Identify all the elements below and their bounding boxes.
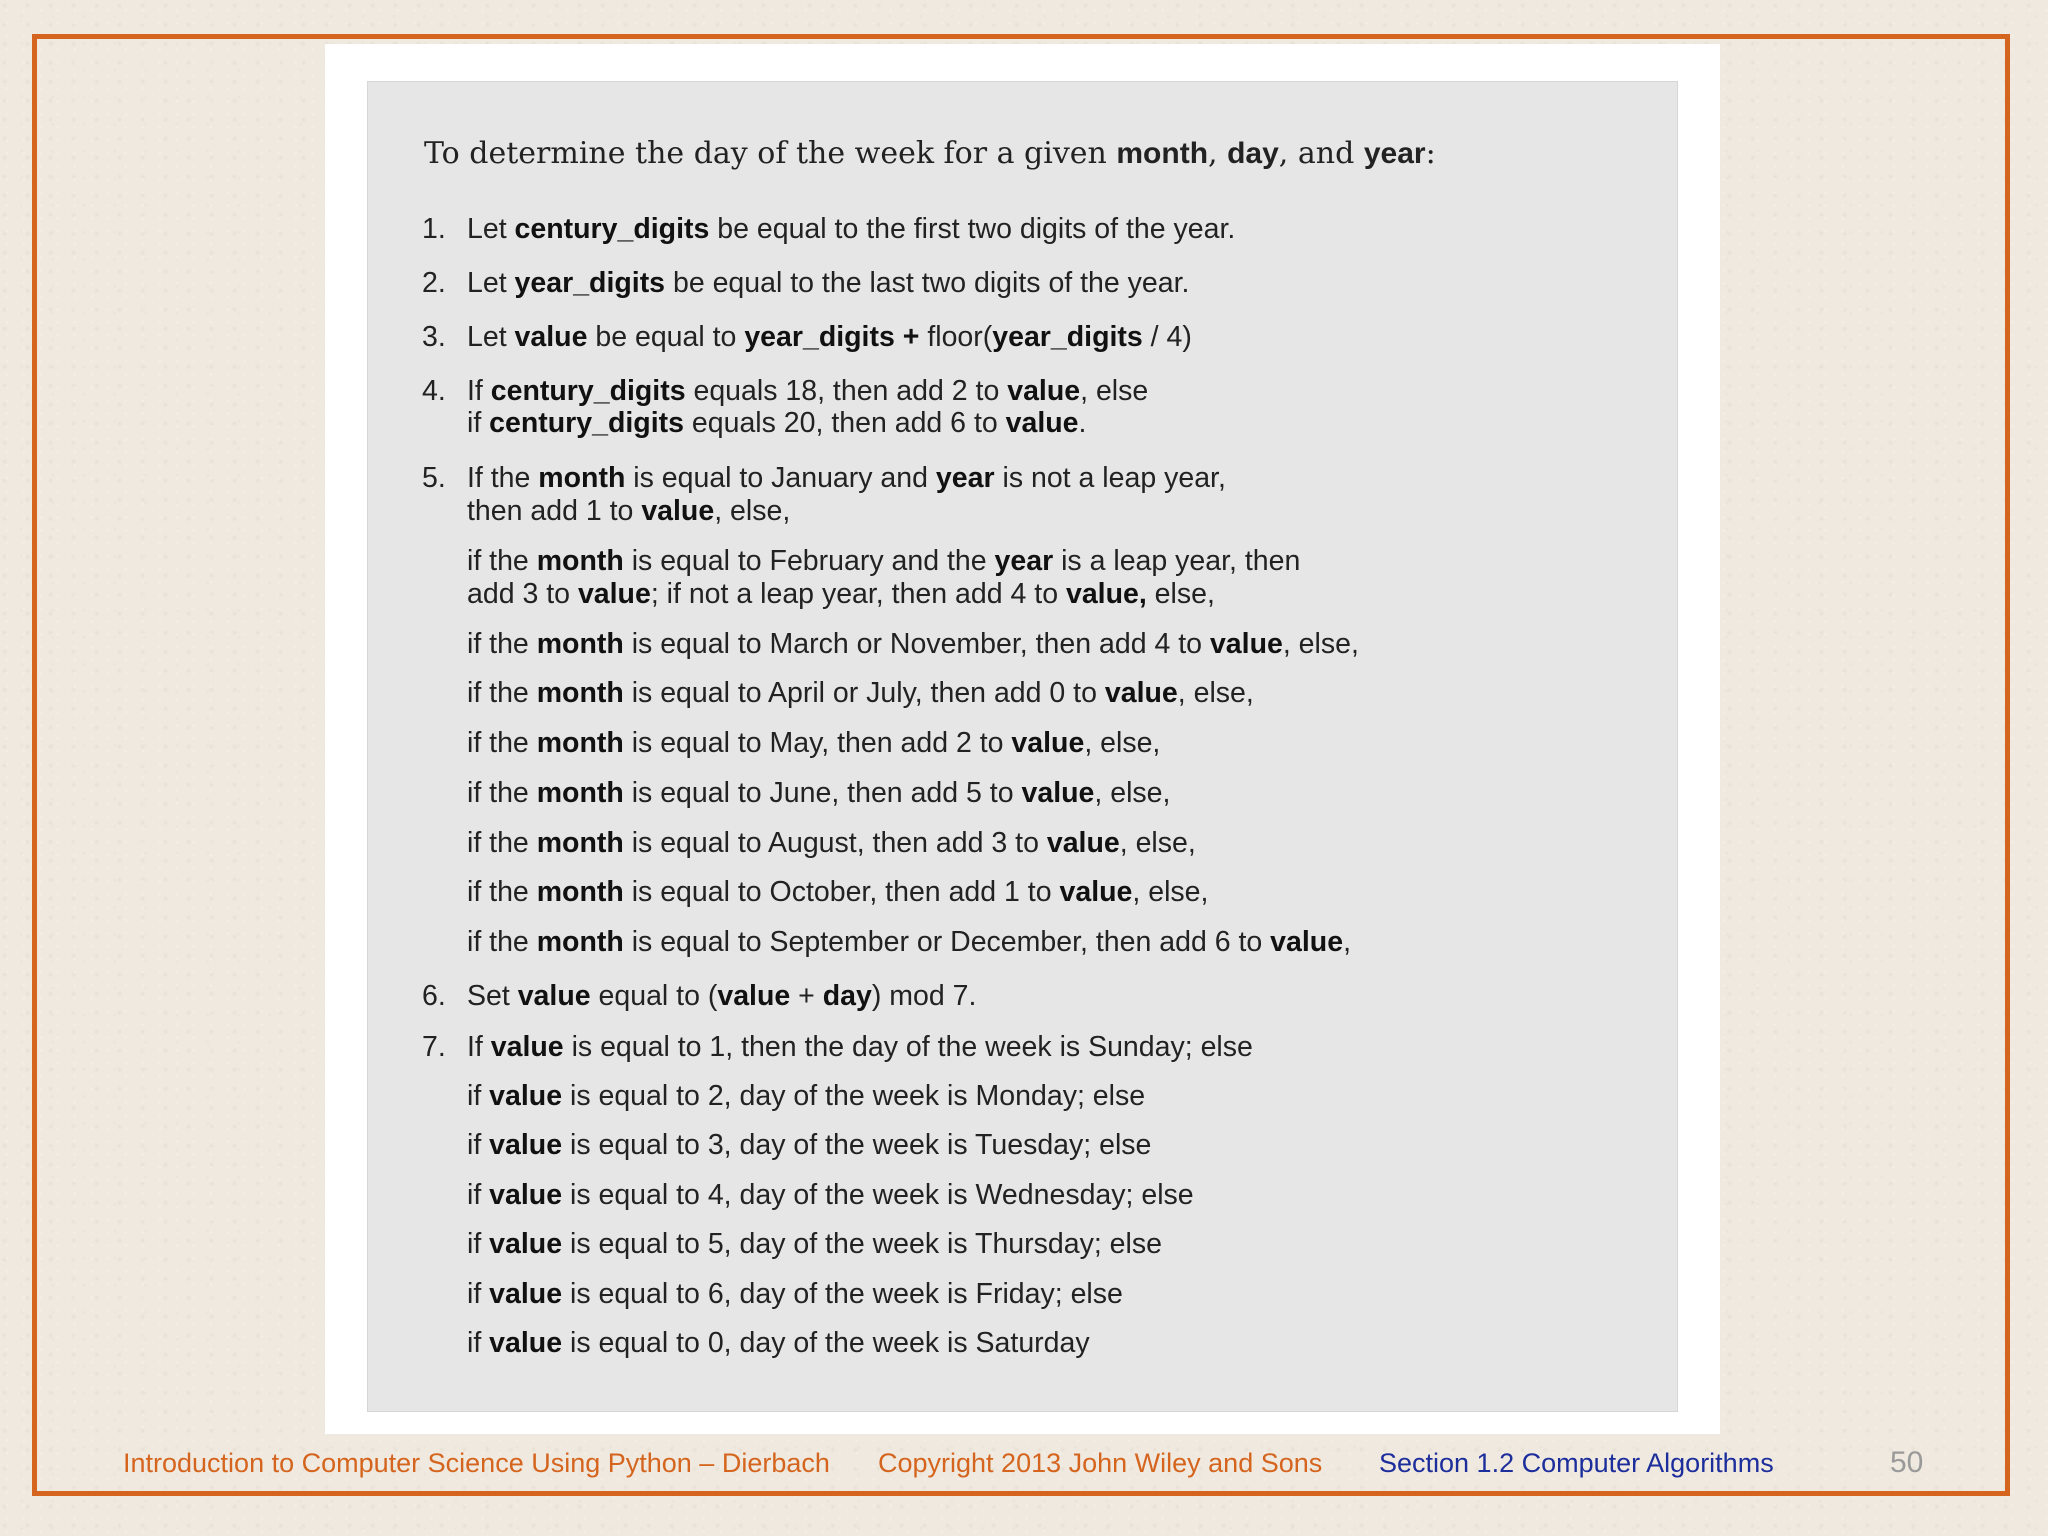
- variable-name: value: [1007, 375, 1081, 407]
- step-number: 5.: [422, 462, 446, 494]
- footer-book-title: Introduction to Computer Science Using Python – Dierbach: [123, 1448, 830, 1478]
- step-text: , else,: [1177, 677, 1254, 709]
- algorithm-intro: [424, 136, 1436, 171]
- variable-name: year_digits: [992, 321, 1143, 353]
- step-text: Set: [467, 980, 518, 1012]
- variable-name: value: [1011, 727, 1085, 759]
- variable-name: value: [489, 1278, 563, 1310]
- variable-name: value: [1209, 628, 1283, 660]
- step-text: if the: [467, 727, 537, 759]
- step-number: 1.: [422, 213, 446, 245]
- step-number: 4.: [422, 375, 446, 407]
- step-5-line-4: [467, 578, 1215, 611]
- step-text: else,: [1146, 578, 1215, 610]
- step-5-line-7: [467, 727, 1160, 760]
- step-text: ) mod 7.: [871, 980, 977, 1012]
- step-text: is equal to September or December, then add 6 to: [623, 926, 1271, 958]
- variable-name: year: [935, 462, 995, 494]
- step-text: if: [467, 407, 490, 439]
- variable-name: value: [577, 578, 651, 610]
- step-number: 6.: [422, 980, 446, 1012]
- step-5-line-9: [467, 827, 1196, 860]
- step-text: is equal to June, then add 5 to: [623, 777, 1022, 809]
- step-7-line-1: [467, 1031, 1253, 1064]
- step-text: if the: [467, 827, 537, 859]
- step-text: if the: [467, 926, 537, 958]
- variable-name: value: [489, 1129, 563, 1161]
- intro-sep: , and: [1278, 136, 1364, 171]
- intro-day: day: [1227, 137, 1279, 170]
- step-text: if the: [467, 677, 537, 709]
- step-5-line-5: [467, 628, 1359, 661]
- variable-name: century_digits: [490, 375, 686, 407]
- step-4-line-1: [467, 375, 1148, 408]
- step-text: If the: [467, 462, 539, 494]
- variable-name: month: [536, 628, 624, 660]
- variable-name: value: [490, 1031, 564, 1063]
- step-text: equal to (: [590, 980, 718, 1012]
- step-text: is equal to 2, day of the week is Monday; else: [562, 1080, 1146, 1112]
- variable-name: value: [1005, 407, 1079, 439]
- step-text: if: [467, 1080, 490, 1112]
- step-5-line-3: [467, 545, 1300, 578]
- step-text: if: [467, 1129, 490, 1161]
- variable-name: month: [538, 462, 626, 494]
- step-text: If: [467, 375, 491, 407]
- step-text: ,: [1343, 926, 1351, 958]
- step-text: , else,: [1084, 727, 1161, 759]
- variable-name: month: [536, 727, 624, 759]
- variable-name: value: [489, 1179, 563, 1211]
- step-2: [467, 267, 1189, 300]
- step-7-line-2: [467, 1080, 1145, 1113]
- step-text: If: [467, 1031, 491, 1063]
- step-text: is equal to January and: [625, 462, 936, 494]
- step-text: if the: [467, 876, 537, 908]
- page-number: 50: [1890, 1446, 1924, 1479]
- step-7-line-6: [467, 1278, 1123, 1311]
- step-text: is equal to February and the: [623, 545, 995, 577]
- variable-name: value: [489, 1327, 563, 1359]
- footer-section: Section 1.2 Computer Algorithms: [1379, 1448, 1774, 1478]
- step-5-line-10: [467, 876, 1208, 909]
- variable-name: value: [717, 980, 791, 1012]
- variable-name: value: [489, 1228, 563, 1260]
- variable-name: year_digits: [744, 321, 895, 353]
- step-text: , else,: [1094, 777, 1171, 809]
- footer-copyright: Copyright 2013 John Wiley and Sons: [878, 1448, 1323, 1478]
- step-7-line-3: [467, 1129, 1151, 1162]
- variable-name: day: [822, 980, 872, 1012]
- step-text: if: [467, 1327, 490, 1359]
- variable-name: month: [536, 876, 624, 908]
- variable-name: value: [1270, 926, 1344, 958]
- step-7-line-7: [467, 1327, 1090, 1360]
- step-5-line-1: [467, 462, 1226, 495]
- step-1: [467, 213, 1235, 246]
- step-text: if the: [467, 545, 537, 577]
- intro-month: month: [1116, 137, 1209, 170]
- step-text: then add 1 to: [467, 495, 642, 527]
- step-text: Let: [467, 267, 515, 299]
- variable-name: value: [641, 495, 715, 527]
- step-text: is equal to May, then add 2 to: [623, 727, 1012, 759]
- step-text: is equal to 5, day of the week is Thursday; else: [562, 1228, 1162, 1260]
- variable-name: value: [1059, 876, 1133, 908]
- step-4-line-2: [467, 407, 1086, 440]
- variable-name: year_digits: [514, 267, 666, 299]
- intro-year: year: [1363, 137, 1426, 170]
- operator: +: [790, 980, 823, 1012]
- variable-name: value: [1046, 827, 1120, 859]
- variable-name: value: [1104, 677, 1178, 709]
- step-text: equals 18, then add 2 to: [685, 375, 1008, 407]
- step-text: if the: [467, 628, 537, 660]
- variable-name: year: [994, 545, 1054, 577]
- variable-name: month: [536, 545, 624, 577]
- variable-name: month: [536, 777, 624, 809]
- intro-text: To determine the day of the week for a given: [424, 136, 1117, 171]
- step-5-line-8: [467, 777, 1170, 810]
- step-text: is equal to August, then add 3 to: [623, 827, 1047, 859]
- step-7-line-5: [467, 1228, 1162, 1261]
- variable-name: value: [489, 1080, 563, 1112]
- step-text: be equal to the last two digits of the year.: [665, 267, 1190, 299]
- variable-name: month: [536, 677, 624, 709]
- step-number: 7.: [422, 1031, 446, 1063]
- step-text: is equal to 3, day of the week is Tuesday; else: [562, 1129, 1152, 1161]
- step-text: if the: [467, 777, 537, 809]
- step-number: 3.: [422, 321, 446, 353]
- step-text: is equal to April or July, then add 0 to: [623, 677, 1105, 709]
- step-text: is equal to 6, day of the week is Friday; else: [562, 1278, 1123, 1310]
- step-text: is a leap year, then: [1053, 545, 1301, 577]
- step-text: / 4): [1142, 321, 1192, 353]
- step-text: if: [467, 1278, 490, 1310]
- step-text: equals 20, then add 6 to: [683, 407, 1006, 439]
- step-text: , else,: [1282, 628, 1359, 660]
- step-text: , else,: [1132, 876, 1209, 908]
- step-6: [467, 980, 976, 1013]
- step-text: if: [467, 1228, 490, 1260]
- step-text: be equal to: [587, 321, 745, 353]
- variable-name: value,: [1065, 578, 1147, 610]
- variable-name: month: [536, 926, 624, 958]
- intro-colon: :: [1425, 136, 1436, 171]
- step-text: be equal to the first two digits of the year.: [709, 213, 1236, 245]
- step-text: floor(: [927, 321, 993, 353]
- variable-name: value: [517, 980, 591, 1012]
- variable-name: century_digits: [514, 213, 710, 245]
- step-3: [467, 321, 1192, 354]
- step-text: Let: [467, 213, 515, 245]
- step-text: is equal to 0, day of the week is Saturday: [562, 1327, 1090, 1359]
- step-text: ; if not a leap year, then add 4 to: [650, 578, 1066, 610]
- variable-name: value: [514, 321, 588, 353]
- step-text: if: [467, 1179, 490, 1211]
- step-text: add 3 to: [467, 578, 578, 610]
- step-text: , else: [1080, 375, 1149, 407]
- step-text: is not a leap year,: [994, 462, 1226, 494]
- intro-sep: ,: [1208, 136, 1228, 171]
- step-7-line-4: [467, 1179, 1194, 1212]
- variable-name: value: [1021, 777, 1095, 809]
- step-5-line-6: [467, 677, 1254, 710]
- step-number: 2.: [422, 267, 446, 299]
- step-text: , else,: [714, 495, 791, 527]
- step-5-line-2: [467, 495, 790, 528]
- variable-name: month: [536, 827, 624, 859]
- step-text: is equal to 4, day of the week is Wednesday; else: [562, 1179, 1194, 1211]
- operator: +: [894, 321, 928, 353]
- step-text: .: [1078, 407, 1087, 439]
- step-text: is equal to March or November, then add 4 to: [623, 628, 1210, 660]
- step-text: , else,: [1119, 827, 1196, 859]
- algorithm-box: [367, 81, 1678, 1412]
- step-text: Let: [467, 321, 515, 353]
- variable-name: century_digits: [489, 407, 684, 439]
- step-text: is equal to October, then add 1 to: [623, 876, 1060, 908]
- step-5-line-11: [467, 926, 1351, 959]
- step-text: is equal to 1, then the day of the week is Sunday; else: [563, 1031, 1253, 1063]
